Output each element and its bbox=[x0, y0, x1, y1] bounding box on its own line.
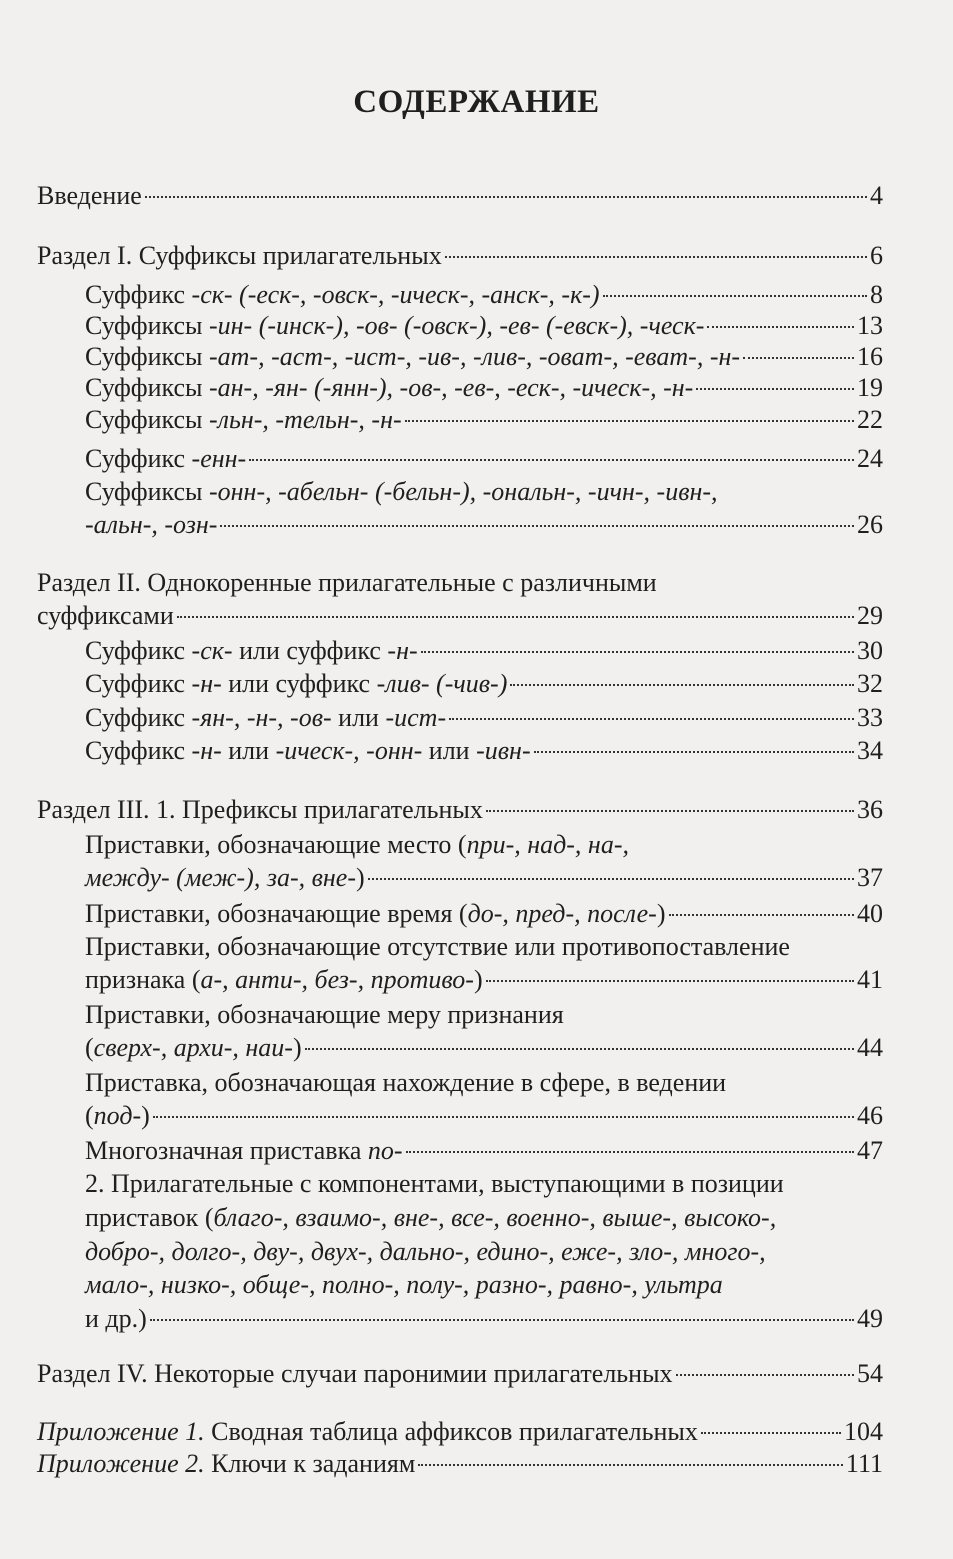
toc-entry bbox=[37, 795, 883, 825]
toc-leader-dots bbox=[418, 1464, 843, 1466]
toc-page-number: 49 bbox=[857, 1304, 883, 1333]
toc-leader-dots bbox=[534, 751, 854, 753]
toc-page-number: 6 bbox=[870, 241, 883, 270]
toc-leader-dots bbox=[445, 256, 867, 258]
toc-leader-dots bbox=[305, 1048, 854, 1050]
toc-entry-line: Приставка, обозначающая нахождение в сфере, в ведении bbox=[85, 1068, 727, 1097]
toc-leader-dots bbox=[177, 616, 854, 618]
toc-leader-dots bbox=[220, 525, 854, 527]
toc-page-number: 8 bbox=[870, 280, 883, 309]
toc-entry-label: Раздел IV. Некоторые случаи паронимии прилагательных bbox=[37, 1359, 673, 1388]
toc-entry bbox=[37, 1359, 883, 1389]
toc-entry-label: Суффикс -ян-, -н-, -ов- или -ист- bbox=[85, 703, 447, 732]
toc-entry-label: Раздел I. Суффиксы прилагательных bbox=[37, 241, 442, 270]
toc-leader-dots bbox=[145, 196, 867, 198]
toc-leader-dots bbox=[510, 684, 854, 686]
toc-page-number: 47 bbox=[857, 1136, 883, 1165]
toc-entry-label: Приложение 2. Ключи к заданиям bbox=[37, 1449, 416, 1478]
toc-entry-line: мало-, низко-, обще-, полно-, полу-, разно-, равно-, ультра bbox=[85, 1270, 723, 1299]
toc-entry-label: (под-) bbox=[85, 1101, 150, 1130]
toc-entry-line: Приставки, обозначающие меру признания bbox=[85, 1000, 564, 1029]
toc-entry-line: приставок (благо-, взаимо-, вне-, все-, военно-, выше-, высоко-, bbox=[85, 1203, 777, 1232]
toc-leader-dots bbox=[603, 295, 867, 297]
toc-entry-line: Суффиксы -онн-, -абельн- (-бельн-), -ональн-, -ичн-, -ивн-, bbox=[85, 477, 718, 506]
toc-page-number: 41 bbox=[857, 965, 883, 994]
toc-entry-label: между- (меж-), за-, вне-) bbox=[85, 863, 365, 892]
toc-entry-label: Раздел III. 1. Префиксы прилагательных bbox=[37, 795, 483, 824]
toc-page-number: 4 bbox=[870, 181, 883, 210]
toc-entry bbox=[85, 1304, 883, 1334]
toc-entry bbox=[37, 241, 883, 271]
toc-entry bbox=[37, 181, 883, 211]
toc-leader-dots bbox=[406, 1151, 854, 1153]
toc-leader-dots bbox=[676, 1374, 854, 1376]
toc-entry bbox=[85, 510, 883, 540]
page-title: СОДЕРЖАНИЕ bbox=[353, 84, 600, 120]
toc-page-number: 46 bbox=[857, 1101, 883, 1130]
toc-page-number: 30 bbox=[857, 636, 883, 665]
toc-entry bbox=[85, 405, 883, 435]
toc-entry-label: Приложение 1. Сводная таблица аффиксов прилагательных bbox=[37, 1417, 698, 1446]
toc-page-number: 26 bbox=[857, 510, 883, 539]
toc-leader-dots bbox=[696, 388, 854, 390]
toc-entry-label: Суффиксы -льн-, -тельн-, -н- bbox=[85, 405, 402, 434]
toc-page-number: 54 bbox=[857, 1359, 883, 1388]
toc-entry-label: Суффиксы -ин- (-инск-), -ов- (-овск-), -ев- (-евск-), -ческ- bbox=[85, 311, 705, 340]
toc-entry-line: Приставки, обозначающие отсутствие или противопоставление bbox=[85, 932, 790, 961]
toc-entry-label: суффиксами bbox=[37, 601, 174, 630]
toc-entry bbox=[85, 703, 883, 733]
toc-entry-label: Суффикс -ск- (-еск-, -овск-, -ическ-, -анск-, -к-) bbox=[85, 280, 600, 309]
toc-entry bbox=[85, 280, 883, 310]
toc-leader-dots bbox=[405, 420, 854, 422]
toc-entry bbox=[37, 601, 883, 631]
toc-page-number: 22 bbox=[857, 405, 883, 434]
toc-entry bbox=[85, 669, 883, 699]
toc-entry-line: Раздел II. Однокоренные прилагательные с различными bbox=[37, 568, 657, 597]
toc-entry bbox=[85, 1101, 883, 1131]
toc-leader-dots bbox=[449, 718, 854, 720]
toc-entry-label: Суффиксы -ат-, -аст-, -ист-, -ив-, -лив-, -оват-, -еват-, -н- bbox=[85, 342, 741, 371]
toc-page-number: 24 bbox=[857, 444, 883, 473]
toc-entry bbox=[85, 965, 883, 995]
toc-page-number: 104 bbox=[844, 1417, 883, 1446]
toc-leader-dots bbox=[153, 1116, 854, 1118]
toc-entry-line: 2. Прилагательные с компонентами, выступающими в позиции bbox=[85, 1169, 784, 1198]
toc-leader-dots bbox=[486, 810, 854, 812]
toc-entry-label: Суффиксы -ан-, -ян- (-янн-), -ов-, -ев-, -еск-, -ическ-, -н- bbox=[85, 373, 694, 402]
toc-entry bbox=[85, 863, 883, 893]
toc-leader-dots bbox=[368, 878, 854, 880]
toc-leader-dots bbox=[486, 980, 854, 982]
toc-leader-dots bbox=[707, 326, 854, 328]
toc-entry bbox=[85, 899, 883, 929]
toc-entry-label: Суффикс -н- или -ическ-, -онн- или -ивн- bbox=[85, 736, 531, 765]
toc-leader-dots bbox=[669, 914, 854, 916]
toc-entry bbox=[37, 1417, 883, 1447]
toc-leader-dots bbox=[249, 459, 854, 461]
toc-page-number: 29 bbox=[857, 601, 883, 630]
toc-entry-label: Суффикс -н- или суффикс -лив- (-чив-) bbox=[85, 669, 508, 698]
toc-page-number: 44 bbox=[857, 1033, 883, 1062]
toc-entry-line: Приставки, обозначающие место (при-, над-, на-, bbox=[85, 830, 629, 859]
toc-entry bbox=[85, 1136, 883, 1166]
toc-page-number: 37 bbox=[857, 863, 883, 892]
toc-page-number: 40 bbox=[857, 899, 883, 928]
toc-entry-label: Суффикс -енн- bbox=[85, 444, 247, 473]
toc-entry bbox=[85, 1033, 883, 1063]
toc-page-number: 16 bbox=[857, 342, 883, 371]
toc-entry-label: признака (а-, анти-, без-, противо-) bbox=[85, 965, 483, 994]
toc-entry bbox=[85, 373, 883, 403]
toc-leader-dots bbox=[743, 357, 854, 359]
toc-entry-label: -альн-, -озн- bbox=[85, 510, 218, 539]
toc-entry bbox=[85, 311, 883, 341]
toc-entry-label: и др.) bbox=[85, 1304, 147, 1333]
toc-entry-label: (сверх-, архи-, наи-) bbox=[85, 1033, 302, 1062]
toc-entry bbox=[85, 342, 883, 372]
toc-entry-label: Многозначная приставка по- bbox=[85, 1136, 403, 1165]
toc-leader-dots bbox=[421, 651, 854, 653]
toc-page-number: 13 bbox=[857, 311, 883, 340]
toc-entry bbox=[37, 1449, 883, 1479]
toc-entry-label: Приставки, обозначающие время (до-, пред-, после-) bbox=[85, 899, 666, 928]
toc-page-number: 19 bbox=[857, 373, 883, 402]
toc-entry-label: Введение bbox=[37, 181, 142, 210]
toc-page-number: 33 bbox=[857, 703, 883, 732]
toc-entry-line: добро-, долго-, дву-, двух-, дально-, едино-, еже-, зло-, много-, bbox=[85, 1237, 766, 1266]
toc-page-number: 111 bbox=[845, 1449, 883, 1478]
toc-leader-dots bbox=[150, 1319, 854, 1321]
toc-leader-dots bbox=[701, 1432, 841, 1434]
toc-entry bbox=[85, 636, 883, 666]
toc-entry bbox=[85, 444, 883, 474]
toc-page-number: 36 bbox=[857, 795, 883, 824]
toc-entry-label: Суффикс -ск- или суффикс -н- bbox=[85, 636, 418, 665]
toc-page-number: 32 bbox=[857, 669, 883, 698]
toc-entry bbox=[85, 736, 883, 766]
toc-page-number: 34 bbox=[857, 736, 883, 765]
